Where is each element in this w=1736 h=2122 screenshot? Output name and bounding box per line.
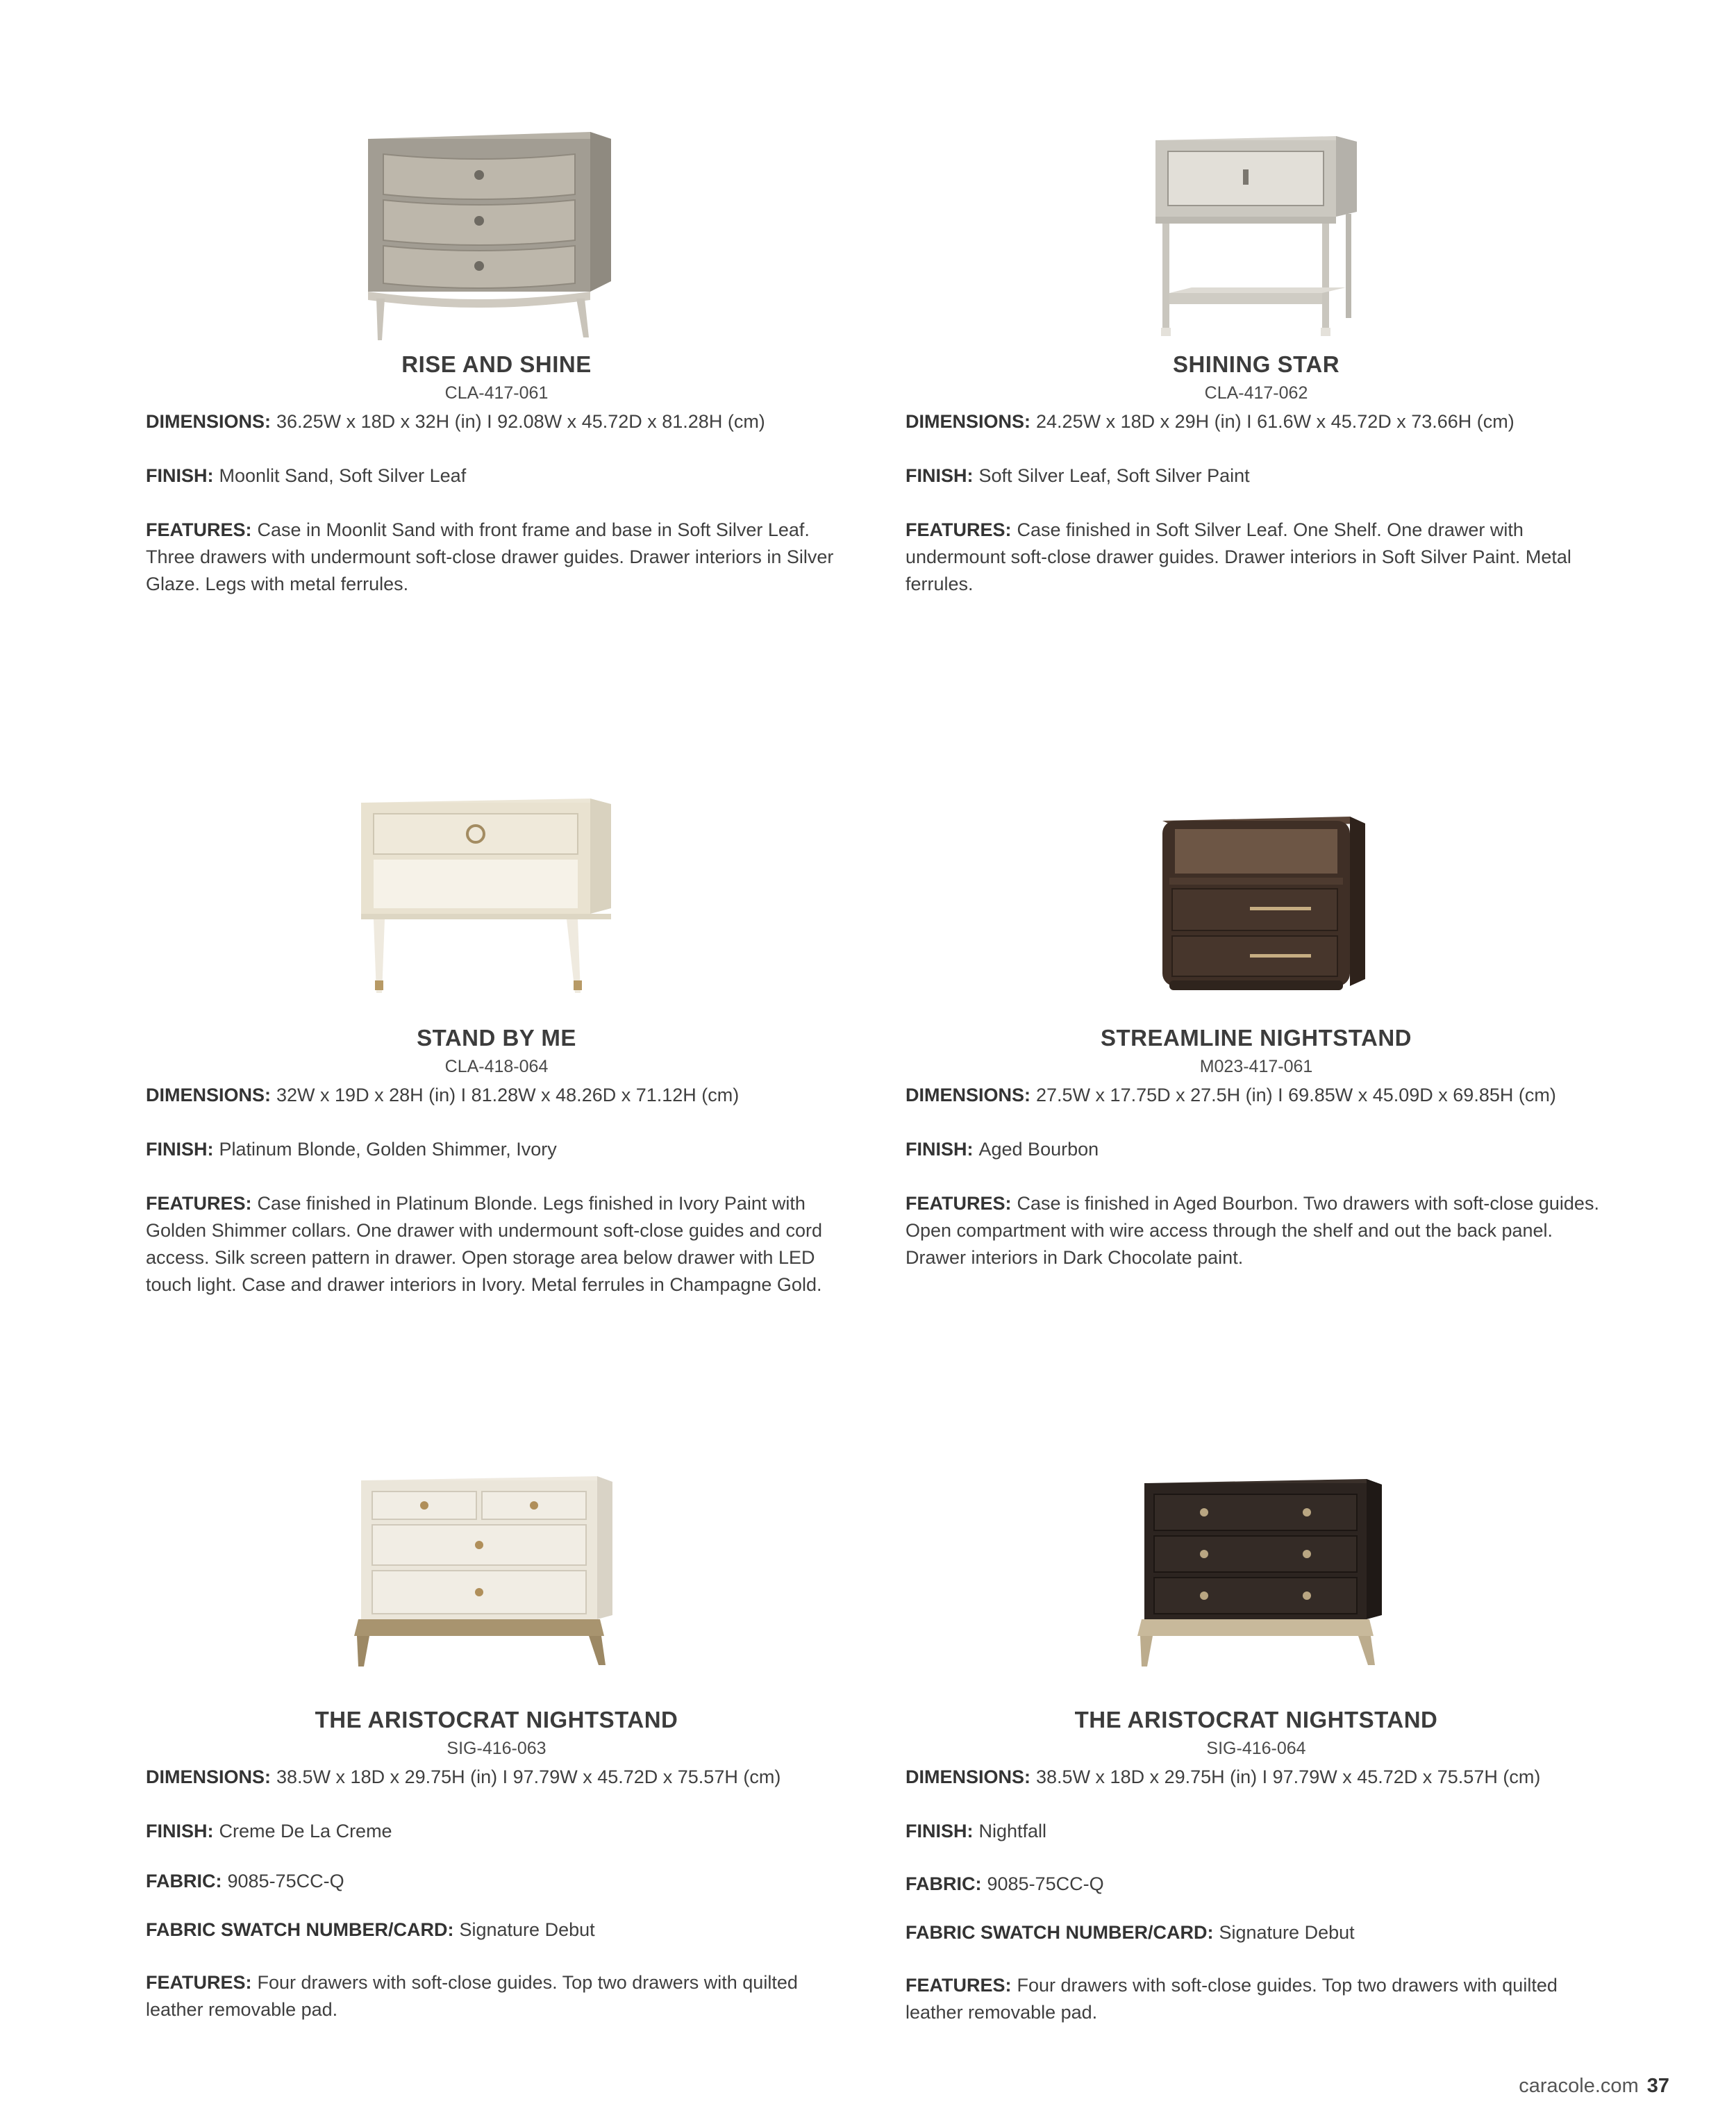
product-streamline-nightstand: [905, 750, 1607, 1333]
features-line: [905, 517, 1607, 598]
fabric-swatch-line: [146, 1916, 847, 1944]
dimensions-line: [905, 408, 1607, 435]
dimensions-value: 32W x 19D x 28H (in) I 81.28W x 48.26D x 71.12H (cm): [276, 1085, 740, 1105]
features-label: FEATURES:: [905, 519, 1012, 540]
features-value: Four drawers with soft-close guides. Top two drawers with quilted leather removable pad.: [905, 1975, 1558, 2023]
product-rise-and-shine: [146, 90, 847, 618]
dimensions-line: [905, 1082, 1607, 1109]
fabric-value: 9085-75CC-Q: [227, 1871, 344, 1891]
page-number: 37: [1646, 2075, 1669, 2097]
fabric-label: FABRIC:: [146, 1871, 222, 1891]
product-title: RISE AND SHINE: [401, 351, 592, 377]
finish-value: Platinum Blonde, Golden Shimmer, Ivory: [219, 1139, 557, 1160]
finish-value: Aged Bourbon: [978, 1139, 1099, 1160]
features-label: FEATURES:: [905, 1975, 1012, 1996]
features-value: Case in Moonlit Sand with front frame and base in Soft Silver Leaf. Three drawers with undermount soft-close drawer guides. Drawer interiors in Silver Glaze. Legs with metal ferrules.: [146, 519, 834, 594]
dimensions-line: [146, 1764, 847, 1791]
dimensions-value: 27.5W x 17.75D x 27.5H (in) I 69.85W x 45.09D x 69.85H (cm): [1036, 1085, 1556, 1105]
page-footer: [1519, 2075, 1669, 2098]
features-value: Case finished in Soft Silver Leaf. One Shelf. One drawer with undermount soft-close drawer guides. Drawer interiors in Soft Silver Paint. Metal ferrules.: [905, 519, 1571, 594]
product-sku: CLA-418-064: [444, 1057, 549, 1076]
dimensions-label: DIMENSIONS:: [905, 1766, 1031, 1787]
nightstand-image: [1114, 90, 1405, 382]
features-label: FEATURES:: [146, 1972, 252, 1993]
features-line: [146, 517, 847, 598]
product-photo: [1114, 750, 1405, 1042]
dimensions-line: [146, 408, 847, 435]
features-label: FEATURES:: [146, 519, 252, 540]
fabric-swatch-value: Signature Debut: [1219, 1922, 1355, 1943]
dimensions-label: DIMENSIONS:: [905, 1085, 1031, 1105]
finish-line: [146, 1136, 847, 1163]
product-title: SHINING STAR: [1172, 351, 1340, 377]
dimensions-label: DIMENSIONS:: [146, 1766, 272, 1787]
finish-value: Creme De La Creme: [219, 1821, 392, 1841]
product-sku: CLA-417-061: [444, 383, 549, 403]
dimensions-label: DIMENSIONS:: [905, 411, 1031, 432]
product-stand-by-me: [146, 750, 847, 1333]
features-value: Case finished in Platinum Blonde. Legs finished in Ivory Paint with Golden Shimmer collars. One drawer with undermount soft-close guides and cord access. Silk screen pattern in drawer. Open storage area below drawer with LED touch light. Case and drawer interiors in Ivory. Metal ferrules in Champagne Gold.: [146, 1193, 822, 1295]
site-link[interactable]: caracole.com: [1519, 2075, 1639, 2097]
finish-value: Soft Silver Leaf, Soft Silver Paint: [978, 465, 1250, 486]
fabric-value: 9085-75CC-Q: [987, 1873, 1104, 1894]
product-aristocrat-nightfall: [905, 1423, 1607, 2048]
product-title: THE ARISTOCRAT NIGHTSTAND: [1074, 1707, 1438, 1732]
finish-label: FINISH:: [146, 1139, 214, 1160]
product-title: THE ARISTOCRAT NIGHTSTAND: [315, 1707, 678, 1732]
dimensions-value: 38.5W x 18D x 29.75H (in) I 97.79W x 45.72D x 75.57H (cm): [276, 1766, 781, 1787]
nightstand-image: [340, 90, 632, 382]
finish-line: [905, 462, 1607, 490]
fabric-line: [146, 1868, 847, 1895]
fabric-swatch-value: Signature Debut: [459, 1919, 595, 1940]
dimensions-label: DIMENSIONS:: [146, 411, 272, 432]
product-title: STAND BY ME: [417, 1025, 576, 1051]
finish-line: [146, 462, 847, 490]
dimensions-value: 24.25W x 18D x 29H (in) I 61.6W x 45.72D x 73.66H (cm): [1036, 411, 1514, 432]
finish-label: FINISH:: [905, 1821, 974, 1841]
product-sku: M023-417-061: [1199, 1057, 1313, 1076]
dimensions-label: DIMENSIONS:: [146, 1085, 272, 1105]
features-label: FEATURES:: [905, 1193, 1012, 1214]
fabric-label: FABRIC:: [905, 1873, 982, 1894]
nightstand-image: [340, 1423, 632, 1715]
features-line: [146, 1969, 847, 2023]
dimensions-value: 38.5W x 18D x 29.75H (in) I 97.79W x 45.72D x 75.57H (cm): [1036, 1766, 1541, 1787]
features-line: [905, 1190, 1607, 1271]
fabric-swatch-label: FABRIC SWATCH NUMBER/CARD:: [146, 1919, 454, 1940]
nightstand-image: [1114, 1423, 1405, 1715]
product-aristocrat-creme: [146, 1423, 847, 2048]
finish-value: Moonlit Sand, Soft Silver Leaf: [219, 465, 467, 486]
product-shining-star: [905, 90, 1607, 618]
product-sku: SIG-416-063: [446, 1739, 546, 1758]
product-sku: SIG-416-064: [1206, 1739, 1306, 1758]
product-title: STREAMLINE NIGHTSTAND: [1100, 1025, 1412, 1051]
features-label: FEATURES:: [146, 1193, 252, 1214]
dimensions-line: [905, 1764, 1607, 1791]
fabric-swatch-line: [905, 1919, 1607, 1946]
finish-line: [905, 1136, 1607, 1163]
finish-label: FINISH:: [146, 465, 214, 486]
dimensions-value: 36.25W x 18D x 32H (in) I 92.08W x 45.72D x 81.28H (cm): [276, 411, 765, 432]
product-photo: [1114, 1423, 1405, 1715]
nightstand-image: [1114, 750, 1405, 1042]
fabric-swatch-label: FABRIC SWATCH NUMBER/CARD:: [905, 1922, 1214, 1943]
features-line: [146, 1190, 847, 1298]
nightstand-image: [340, 750, 632, 1042]
features-line: [905, 1972, 1607, 2026]
dimensions-line: [146, 1082, 847, 1109]
product-sku: CLA-417-062: [1204, 383, 1308, 403]
finish-value: Nightfall: [978, 1821, 1047, 1841]
finish-label: FINISH:: [905, 1139, 974, 1160]
finish-label: FINISH:: [146, 1821, 214, 1841]
finish-line: [146, 1818, 847, 1845]
product-photo: [340, 750, 632, 1042]
features-value: Case is finished in Aged Bourbon. Two drawers with soft-close guides. Open compartment with wire access through the shelf and out the back panel. Drawer interiors in Dark Chocolate paint.: [905, 1193, 1599, 1268]
features-value: Four drawers with soft-close guides. Top two drawers with quilted leather removable pad.: [146, 1972, 798, 2020]
product-photo: [340, 1423, 632, 1715]
finish-line: [905, 1818, 1607, 1845]
product-photo: [1114, 90, 1405, 382]
finish-label: FINISH:: [905, 465, 974, 486]
product-photo: [340, 90, 632, 382]
fabric-line: [905, 1871, 1607, 1898]
